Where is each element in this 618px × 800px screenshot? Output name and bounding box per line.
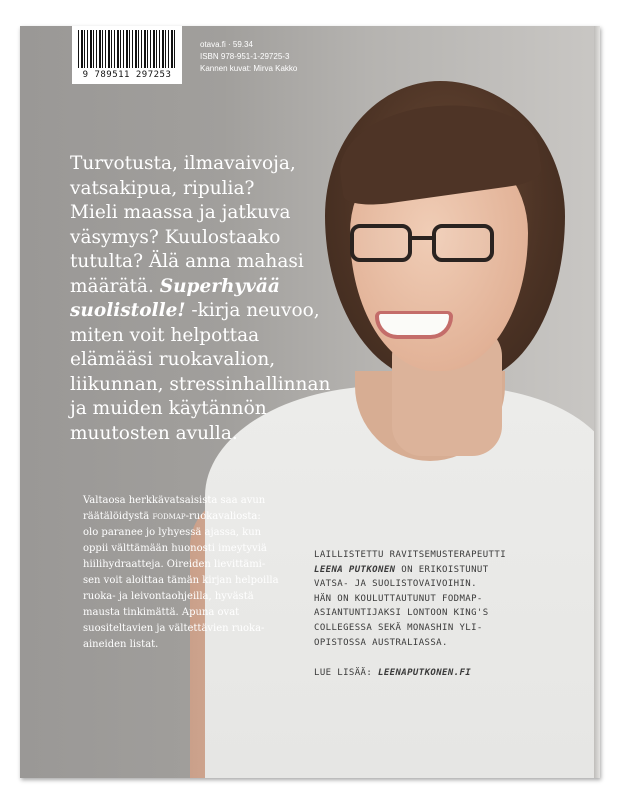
barcode-bars [78, 30, 176, 68]
headline-line: muutosten avulla. [70, 422, 238, 444]
headline-text: -kirja neuvoo, [185, 300, 320, 321]
headline-line [70, 275, 350, 300]
headline-line: ja muiden käytännön [70, 398, 267, 419]
headline-line: elämääsi ruokavalion, [70, 349, 276, 370]
paragraph-line: Valtaosa herkkävatsaisista saa avun [83, 495, 266, 506]
isbn-line: ISBN 978-951-1-29725-3 [200, 52, 290, 61]
author-bio [314, 548, 594, 650]
description-paragraph [83, 493, 283, 653]
bio-line: LAILLISTETTU RAVITSEMUSTERAPEUTTI [314, 550, 507, 560]
headline-line: vatsakipua, ripulia? [70, 177, 255, 199]
paragraph-line: oppii välttämään huonosti imeytyviä [83, 543, 267, 554]
glasses-left-lens [350, 224, 412, 262]
bio-line: HÄN ON KOULUTTAUTUNUT FODMAP- [314, 593, 483, 604]
barcode-number: 9 789511 297253 [82, 70, 172, 80]
glasses-right-lens [432, 224, 494, 262]
headline-line: Turvotusta, ilmavaivoja, [70, 153, 296, 174]
paragraph-text: räätälöidystä [83, 511, 153, 522]
paragraph-line: mausta tinkimättä. Apuna ovat [83, 607, 240, 618]
back-cover-headline [70, 152, 350, 446]
paragraph-line [83, 509, 283, 525]
fodmap-term: fodmap [152, 511, 186, 522]
glasses-bridge [410, 236, 434, 240]
author-name: LEENA PUTKONEN [314, 564, 396, 575]
paragraph-line: ruoka- ja leivontaohjeilla, hyvästä [83, 591, 254, 602]
paragraph-text: -ruokavaliosta: [185, 511, 261, 522]
isbn-barcode [72, 26, 182, 84]
publisher-line: otava.fi · 59.34 [200, 40, 253, 49]
headline-line [70, 299, 350, 324]
paragraph-line: hiilihydraatteja. Oireiden lievittämi- [83, 559, 266, 570]
headline-line: tutulta? Älä anna mahasi [70, 251, 304, 272]
author-website: LEENAPUTKONEN.FI [378, 668, 472, 678]
paragraph-line: olo paranee jo lyhyessä ajassa, kun [83, 527, 262, 538]
book-title-part: Superhyvää [159, 275, 280, 297]
headline-line: liikunnan, stressinhallinnan [70, 373, 331, 395]
bio-line: ASIANTUNTIJAKSI LONTOON KING'S [314, 608, 489, 619]
read-more-line [314, 668, 471, 678]
headline-text: määrätä. [70, 275, 160, 297]
headline-line: väsymys? Kuulostaako [70, 226, 281, 248]
read-more-label: LUE LISÄÄ: [314, 668, 379, 678]
bio-line: VATSA- JA SUOLISTOVAIVOIHIN. [314, 579, 477, 590]
portrait-smile [375, 311, 453, 339]
bio-line: COLLEGESSA SEKÄ MONASHIN YLI- [314, 622, 483, 633]
paragraph-line: sen voit aloittaa tämän kirjan helpoilla [83, 575, 279, 586]
spine-edge [594, 26, 600, 778]
headline-line: miten voit helpottaa [70, 324, 260, 346]
bio-text: ON ERIKOISTUNUT [395, 564, 489, 575]
bio-line [314, 563, 594, 578]
portrait-glasses [350, 224, 500, 264]
paragraph-line: suositeltavien ja vältettävien ruoka- [83, 623, 265, 634]
headline-line: Mieli maassa ja jatkuva [70, 202, 291, 223]
publisher-info [200, 39, 297, 75]
book-title-part: suolistolle! [70, 300, 186, 321]
paragraph-line: aineiden listat. [83, 639, 159, 650]
bio-line: OPISTOSSA AUSTRALIASSA. [314, 637, 448, 648]
cover-photo-credit: Kannen kuvat: Mirva Kakko [200, 64, 298, 73]
